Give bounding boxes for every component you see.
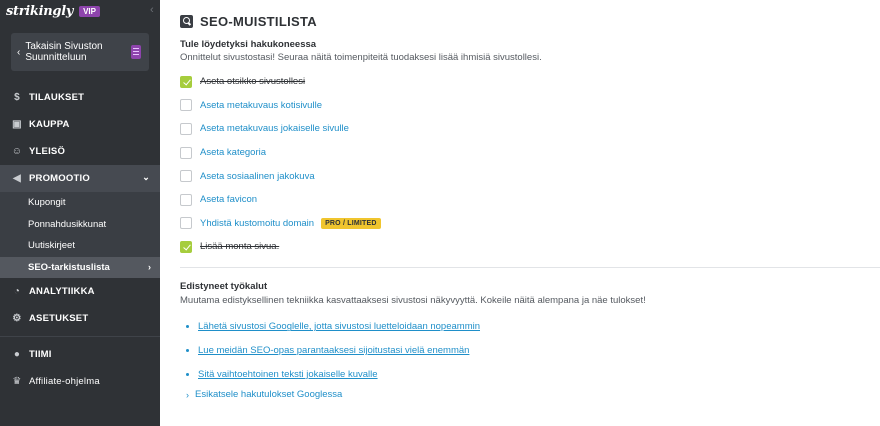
back-button-label: Takaisin Sivuston Suunnitteluun (25, 41, 103, 63)
sidebar-item-label: Affiliate-ohjelma (29, 376, 100, 387)
preview-label: Esikatsele hakutulokset Googlessa (195, 389, 343, 400)
checklist-item-label: Aseta metakuvaus kotisivulle (200, 99, 322, 111)
strikingly-logo: strikingly (6, 3, 74, 19)
checkbox[interactable] (180, 217, 192, 229)
checkbox[interactable] (180, 194, 192, 206)
back-to-editor-button[interactable] (11, 33, 149, 71)
store-icon: ▣ (12, 119, 22, 130)
sidebar-item-label: YLEISÖ (29, 146, 66, 157)
checkbox[interactable] (180, 99, 192, 111)
sidebar-item-kupongit[interactable] (0, 192, 160, 214)
search-icon (180, 15, 193, 28)
checklist-item[interactable] (180, 188, 381, 212)
checklist-item-label: Lisää monta sivua. (200, 241, 280, 253)
submit-google-link[interactable] (186, 315, 480, 339)
checklist-item-label: Aseta kategoria (200, 147, 267, 159)
sidebar-item-tiimi[interactable] (0, 341, 160, 368)
checklist-item[interactable] (180, 141, 381, 165)
gear-icon: ⚙ (12, 313, 22, 324)
checkbox-checked[interactable] (180, 241, 192, 253)
sidebar-item-label: TILAUKSET (29, 92, 85, 103)
seo-checklist (180, 70, 381, 259)
chevron-left-icon[interactable]: ‹ (150, 4, 154, 16)
seo-guide-link[interactable] (186, 339, 480, 363)
checklist-item[interactable] (180, 235, 381, 259)
analytics-icon: ◔ (13, 286, 21, 297)
sidebar (0, 0, 160, 426)
sidebar-nav (0, 84, 160, 395)
sidebar-item-asetukset[interactable] (0, 305, 160, 332)
checklist-item-label: Aseta metakuvaus jokaiselle sivulle (200, 123, 349, 135)
sidebar-item-uutiskirjeet[interactable] (0, 235, 160, 257)
trophy-icon: ♛ (12, 376, 22, 387)
sidebar-item-label: Ponnahdusikkunat (28, 218, 107, 230)
sidebar-item-promootio[interactable] (0, 165, 160, 192)
bullet-icon (186, 349, 189, 352)
checklist-item[interactable] (180, 117, 381, 141)
vip-badge: VIP (79, 6, 100, 17)
link-label: Lähetä sivustosi Googlelle, jotta sivustosi luetteloidaan nopeammin (198, 321, 480, 333)
bullet-icon (186, 325, 189, 328)
editor-icon (131, 45, 141, 59)
promotion-submenu (0, 192, 160, 278)
page-header (180, 14, 317, 29)
sidebar-item-label: TIIMI (29, 349, 52, 360)
sidebar-item-label: Uutiskirjeet (28, 240, 75, 252)
checkbox[interactable] (180, 170, 192, 182)
link-label: Lue meidän SEO-opas parantaaksesi sijoitustasi vielä enemmän (198, 345, 470, 357)
advanced-links (186, 315, 480, 386)
link-label: Sitä vaihtoehtoinen teksti jokaiselle kuvalle (198, 368, 378, 380)
pro-limited-badge: PRO / LIMITED (321, 218, 381, 229)
checklist-item-label: Yhdistä kustomoitu domain (200, 217, 315, 229)
sidebar-item-kauppa[interactable] (0, 111, 160, 138)
checklist-item[interactable] (180, 94, 381, 118)
sidebar-item-affiliate[interactable] (0, 368, 160, 395)
dollar-icon: $ (14, 92, 20, 103)
sidebar-item-label: ANALYTIIKKA (29, 286, 95, 297)
sidebar-item-label: Kupongit (28, 197, 66, 209)
advanced-heading: Edistyneet työkalut (180, 281, 268, 292)
checklist-item-label: Aseta sosiaalinen jakokuva (200, 170, 315, 182)
checklist-item[interactable] (180, 212, 381, 236)
found-text: Onnittelut sivustostasi! Seuraa näitä toimenpiteitä tuodaksesi lisää ihmisiä sivustollesi. (180, 52, 542, 63)
checkbox[interactable] (180, 147, 192, 159)
sidebar-item-label: PROMOOTIO (29, 173, 90, 184)
checklist-item-label: Aseta otsikko sivustollesi (200, 76, 306, 88)
sidebar-item-analytiikka[interactable] (0, 278, 160, 305)
alt-text-link[interactable] (186, 362, 480, 386)
bullet-icon (186, 373, 189, 376)
team-icon: ● (13, 349, 21, 360)
sidebar-item-tilaukset[interactable] (0, 84, 160, 111)
chevron-down-icon: ⌄ (142, 172, 150, 182)
megaphone-icon: ◀ (13, 173, 21, 184)
divider (0, 336, 160, 337)
chevron-right-icon: › (148, 261, 151, 272)
sidebar-item-label: SEO-tarkistuslista (28, 261, 110, 273)
found-heading: Tule löydetyksi hakukoneessa (180, 39, 317, 50)
users-icon: ☺ (11, 146, 23, 157)
sidebar-item-label: KAUPPA (29, 119, 70, 130)
checkbox[interactable] (180, 123, 192, 135)
checkbox-checked[interactable] (180, 76, 192, 88)
advanced-text: Muutama edistyksellinen tekniikka kasvattaaksesi sivustosi näkyvyyttä. Kokeile näitä alempana ja näe tulokset! (180, 295, 646, 306)
sidebar-item-yleiso[interactable] (0, 138, 160, 165)
checklist-item[interactable] (180, 70, 381, 94)
checklist-item-label: Aseta favicon (200, 194, 258, 206)
checklist-item[interactable] (180, 164, 381, 188)
chevron-left-icon: ‹ (17, 46, 21, 58)
brand (0, 0, 160, 22)
page-title: SEO-MUISTILISTA (200, 14, 317, 29)
sidebar-item-label: ASETUKSET (29, 313, 89, 324)
preview-google-results[interactable] (186, 389, 342, 400)
sidebar-item-ponnahdusikkunat[interactable] (0, 214, 160, 236)
chevron-right-icon: › (186, 389, 189, 400)
sidebar-item-seo-tarkistuslista[interactable] (0, 257, 160, 279)
